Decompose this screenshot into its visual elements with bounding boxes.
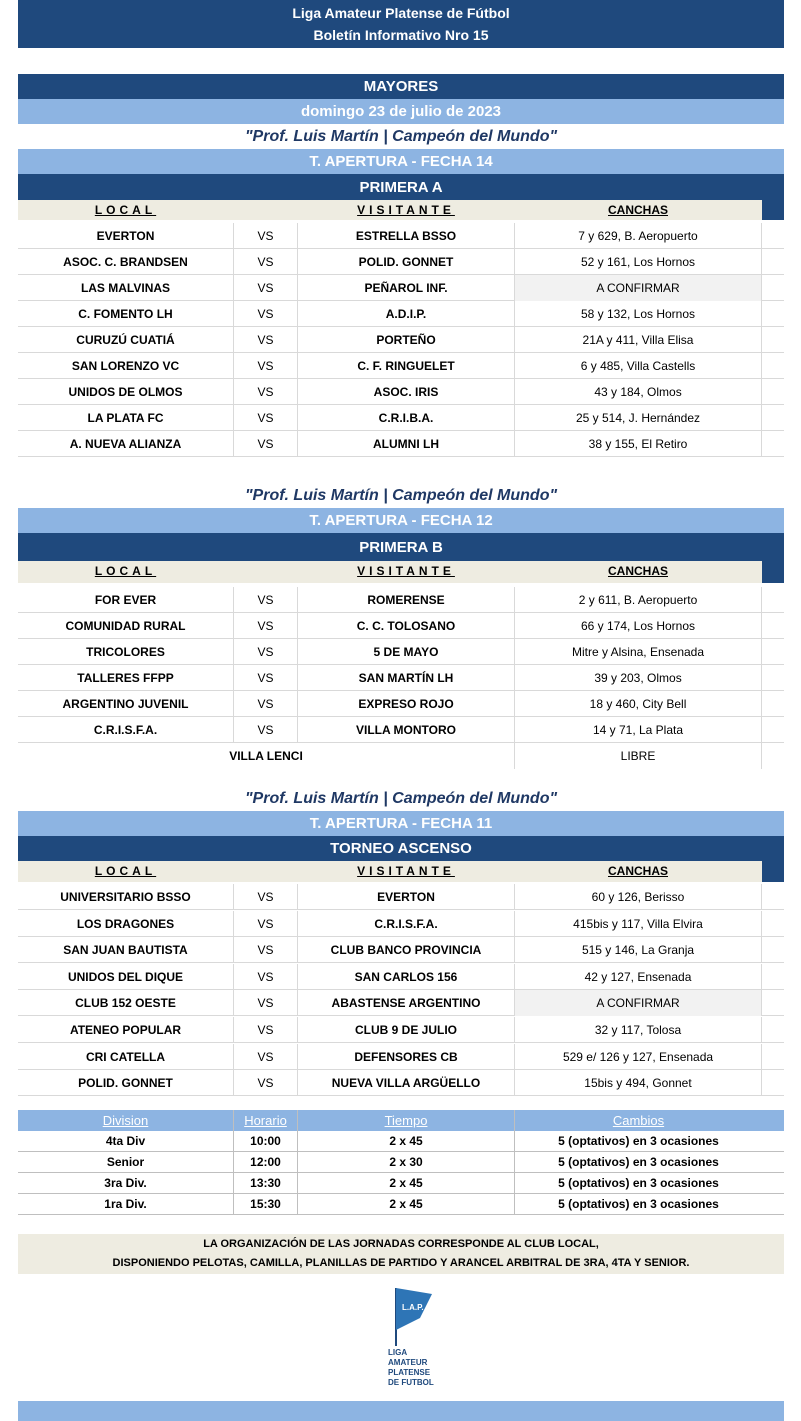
vs-label: VS xyxy=(233,691,298,717)
venue: 529 e/ 126 y 127, Ensenada xyxy=(514,1044,762,1070)
match-row xyxy=(18,275,784,301)
vs-label: VS xyxy=(233,990,298,1016)
visiting-team: CLUB BANCO PROVINCIA xyxy=(330,943,482,958)
venue: 18 y 460, City Bell xyxy=(514,691,762,717)
venue: 39 y 203, Olmos xyxy=(514,665,762,691)
vs-label: VS xyxy=(233,431,298,457)
visiting-team: POLID. GONNET xyxy=(358,255,454,269)
section-quote: "Prof. Luis Martín | Campeón del Mundo" xyxy=(18,124,784,149)
flag-icon xyxy=(386,1286,436,1348)
division-title: PRIMERA A xyxy=(18,174,784,200)
match-row xyxy=(18,691,784,717)
division-title: TORNEO ASCENSO xyxy=(18,836,784,861)
match-row xyxy=(18,1017,784,1043)
vs-label: VS xyxy=(233,717,298,743)
column-header xyxy=(18,561,784,583)
column-header xyxy=(18,200,784,220)
local-team: CLUB 152 OESTE xyxy=(75,996,176,1011)
match-row xyxy=(18,937,784,963)
vs-label: VS xyxy=(233,884,298,910)
local-team: LA PLATA FC xyxy=(87,411,164,425)
schedule-col-horario: Horario xyxy=(233,1110,298,1131)
schedule-division: 4ta Div xyxy=(105,1134,146,1148)
visiting-team: C.R.I.S.F.A. xyxy=(374,916,438,931)
schedule-division: Senior xyxy=(106,1155,145,1169)
local-team: LOS DRAGONES xyxy=(76,916,175,931)
vs-label: VS xyxy=(233,639,298,665)
schedule-cambios: 5 (optativos) en 3 ocasiones xyxy=(514,1152,762,1173)
match-row xyxy=(18,431,784,457)
visiting-team: ALUMNI LH xyxy=(373,437,439,451)
local-team: SAN LORENZO VC xyxy=(71,359,180,373)
venue: 515 y 146, La Granja xyxy=(514,937,762,963)
note-line-2: DISPONIENDO PELOTAS, CAMILLA, PLANILLAS DE PARTIDO Y ARANCEL ARBITRAL DE 3RA, 4TA Y SENIOR. xyxy=(112,1257,690,1269)
vs-label: VS xyxy=(233,353,298,379)
local-team: CRI CATELLA xyxy=(85,1049,166,1064)
free-label: LIBRE xyxy=(514,743,762,769)
logo-line: LIGA xyxy=(388,1348,408,1357)
vs-label: VS xyxy=(233,1070,298,1096)
schedule-horario: 12:00 xyxy=(233,1152,298,1173)
tournament-title: T. APERTURA - FECHA 12 xyxy=(18,508,784,533)
visiting-team: ESTRELLA BSSO xyxy=(355,229,457,243)
bulletin-number: Boletín Informativo Nro 15 xyxy=(313,27,489,43)
venue: 42 y 127, Ensenada xyxy=(514,964,762,990)
col-visitante: VISITANTE xyxy=(357,203,455,217)
schedule-row xyxy=(18,1152,784,1173)
schedule-col-cambios: Cambios xyxy=(514,1110,762,1131)
local-team: ASOC. C. BRANDSEN xyxy=(63,255,188,269)
venue: 66 y 174, Los Hornos xyxy=(514,613,762,639)
vs-label: VS xyxy=(233,911,298,937)
footer-bar xyxy=(18,1401,784,1421)
venue: 32 y 117, Tolosa xyxy=(514,1017,762,1043)
vs-label: VS xyxy=(233,1017,298,1043)
schedule-col-division: Division xyxy=(102,1113,149,1128)
match-row xyxy=(18,639,784,665)
note-line-1: LA ORGANIZACIÓN DE LAS JORNADAS CORRESPONDE AL CLUB LOCAL, xyxy=(203,1238,599,1250)
tournament-title: T. APERTURA - FECHA 11 xyxy=(18,811,784,836)
section-quote: "Prof. Luis Martín | Campeón del Mundo" xyxy=(18,786,784,811)
col-visitante: VISITANTE xyxy=(357,564,455,578)
logo-line: PLATENSE xyxy=(388,1368,431,1377)
local-team: TALLERES FFPP xyxy=(77,671,174,685)
schedule-tiempo: 2 x 30 xyxy=(389,1155,423,1169)
col-visitante: VISITANTE xyxy=(357,864,455,878)
division-title: PRIMERA B xyxy=(18,533,784,561)
venue: 7 y 629, B. Aeropuerto xyxy=(514,223,762,249)
venue: 38 y 155, El Retiro xyxy=(514,431,762,457)
venue: 25 y 514, J. Hernández xyxy=(514,405,762,431)
visiting-team: EVERTON xyxy=(377,890,435,904)
schedule-row xyxy=(18,1131,784,1152)
visiting-team: A.D.I.P. xyxy=(385,307,427,321)
match-row xyxy=(18,665,784,691)
match-row xyxy=(18,405,784,431)
schedule-division: 1ra Div. xyxy=(104,1197,147,1211)
local-team: UNIVERSITARIO BSSO xyxy=(60,890,191,904)
league-title: Liga Amateur Platense de Fútbol xyxy=(292,5,510,21)
local-team: LAS MALVINAS xyxy=(80,281,171,295)
section-quote: "Prof. Luis Martín | Campeón del Mundo" xyxy=(18,483,784,508)
visiting-team: PORTEÑO xyxy=(376,333,436,347)
col-canchas: CANCHAS xyxy=(608,203,668,217)
visiting-team: EXPRESO ROJO xyxy=(358,697,454,711)
col-canchas: CANCHAS xyxy=(608,564,668,578)
visiting-team: SAN MARTÍN LH xyxy=(358,671,454,685)
visiting-team: VILLA MONTORO xyxy=(356,723,456,737)
match-row xyxy=(18,613,784,639)
schedule-cambios: 5 (optativos) en 3 ocasiones xyxy=(514,1131,762,1152)
col-local: LOCAL xyxy=(94,864,157,878)
match-row xyxy=(18,353,784,379)
venue: 21A y 411, Villa Elisa xyxy=(514,327,762,353)
vs-label: VS xyxy=(233,1044,298,1070)
vs-label: VS xyxy=(233,587,298,613)
logo-line: DE FUTBOL xyxy=(388,1378,434,1387)
venue: 60 y 126, Berisso xyxy=(514,884,762,910)
local-team: A. NUEVA ALIANZA xyxy=(69,437,182,451)
free-team: VILLA LENCI xyxy=(229,749,303,763)
visiting-team: PEÑAROL INF. xyxy=(364,281,448,295)
venue: 2 y 611, B. Aeropuerto xyxy=(514,587,762,613)
local-team: CURUZÚ CUATIÁ xyxy=(76,333,175,347)
column-header xyxy=(18,861,784,882)
schedule-horario: 13:30 xyxy=(233,1173,298,1194)
organization-note xyxy=(18,1234,784,1274)
local-team: FOR EVER xyxy=(94,593,157,607)
schedule-horario: 10:00 xyxy=(233,1131,298,1152)
match-row xyxy=(18,223,784,249)
match-row xyxy=(18,379,784,405)
local-team: SAN JUAN BAUTISTA xyxy=(63,943,188,958)
logo-line: AMATEUR xyxy=(388,1358,428,1367)
match-row xyxy=(18,301,784,327)
match-row xyxy=(18,884,784,910)
category-title: MAYORES xyxy=(18,74,784,99)
match-date: domingo 23 de julio de 2023 xyxy=(18,99,784,124)
schedule-cambios: 5 (optativos) en 3 ocasiones xyxy=(514,1194,762,1215)
visiting-team: C.R.I.B.A. xyxy=(378,411,434,425)
vs-label: VS xyxy=(233,249,298,275)
local-team: COMUNIDAD RURAL xyxy=(65,619,186,633)
col-canchas: CANCHAS xyxy=(608,864,668,878)
local-team: UNIDOS DEL DIQUE xyxy=(67,969,184,984)
visiting-team: C. F. RINGUELET xyxy=(357,359,455,373)
vs-label: VS xyxy=(233,301,298,327)
visiting-team: DEFENSORES CB xyxy=(354,1049,458,1064)
venue: 14 y 71, La Plata xyxy=(514,717,762,743)
match-row xyxy=(18,964,784,990)
visiting-team: SAN CARLOS 156 xyxy=(354,969,458,984)
vs-label: VS xyxy=(233,937,298,963)
col-local: LOCAL xyxy=(94,564,157,578)
vs-label: VS xyxy=(233,275,298,301)
schedule-row xyxy=(18,1194,784,1215)
venue: 15bis y 494, Gonnet xyxy=(514,1070,762,1096)
visiting-team: CLUB 9 DE JULIO xyxy=(354,1023,457,1037)
venue: 58 y 132, Los Hornos xyxy=(514,301,762,327)
match-row xyxy=(18,911,784,937)
venue: 415bis y 117, Villa Elvira xyxy=(514,911,762,937)
venue: A CONFIRMAR xyxy=(514,275,762,301)
local-team: ATENEO POPULAR xyxy=(69,1023,182,1037)
schedule-cambios: 5 (optativos) en 3 ocasiones xyxy=(514,1173,762,1194)
vs-label: VS xyxy=(233,327,298,353)
venue: Mitre y Alsina, Ensenada xyxy=(514,639,762,665)
local-team: ARGENTINO JUVENIL xyxy=(62,697,189,711)
league-logo xyxy=(386,1286,446,1398)
flag-text: L.A.P. xyxy=(402,1303,424,1312)
vs-label: VS xyxy=(233,223,298,249)
visiting-team: C. C. TOLOSANO xyxy=(356,619,456,633)
schedule-tiempo: 2 x 45 xyxy=(389,1134,423,1148)
schedule-row xyxy=(18,1173,784,1194)
local-team: C. FOMENTO LH xyxy=(78,307,173,321)
schedule-horario: 15:30 xyxy=(233,1194,298,1215)
schedule-tiempo: 2 x 45 xyxy=(389,1197,423,1211)
local-team: POLID. GONNET xyxy=(78,1076,173,1091)
match-row xyxy=(18,249,784,275)
match-row xyxy=(18,1070,784,1096)
visiting-team: ABASTENSE ARGENTINO xyxy=(331,996,481,1011)
schedule-col-tiempo: Tiempo xyxy=(384,1113,428,1128)
tournament-title: T. APERTURA - FECHA 14 xyxy=(18,149,784,174)
bulletin-header xyxy=(18,0,784,48)
schedule-tiempo: 2 x 45 xyxy=(389,1176,423,1190)
venue: 52 y 161, Los Hornos xyxy=(514,249,762,275)
match-row xyxy=(18,990,784,1016)
local-team: UNIDOS DE OLMOS xyxy=(68,385,183,399)
match-row xyxy=(18,587,784,613)
schedule-division: 3ra Div. xyxy=(104,1176,147,1190)
visiting-team: ASOC. IRIS xyxy=(373,385,439,399)
visiting-team: NUEVA VILLA ARGÜELLO xyxy=(331,1076,481,1091)
free-team-row xyxy=(18,743,784,769)
match-row xyxy=(18,327,784,353)
venue: A CONFIRMAR xyxy=(514,990,762,1016)
match-row xyxy=(18,1044,784,1070)
venue: 6 y 485, Villa Castells xyxy=(514,353,762,379)
local-team: EVERTON xyxy=(96,229,155,243)
vs-label: VS xyxy=(233,613,298,639)
schedule-header xyxy=(18,1110,784,1131)
visiting-team: ROMERENSE xyxy=(367,593,445,607)
vs-label: VS xyxy=(233,964,298,990)
vs-label: VS xyxy=(233,665,298,691)
vs-label: VS xyxy=(233,379,298,405)
col-local: LOCAL xyxy=(94,203,157,217)
vs-label: VS xyxy=(233,405,298,431)
match-row xyxy=(18,717,784,743)
venue: 43 y 184, Olmos xyxy=(514,379,762,405)
local-team: C.R.I.S.F.A. xyxy=(93,723,158,737)
local-team: TRICOLORES xyxy=(86,645,165,659)
visiting-team: 5 DE MAYO xyxy=(373,645,439,659)
